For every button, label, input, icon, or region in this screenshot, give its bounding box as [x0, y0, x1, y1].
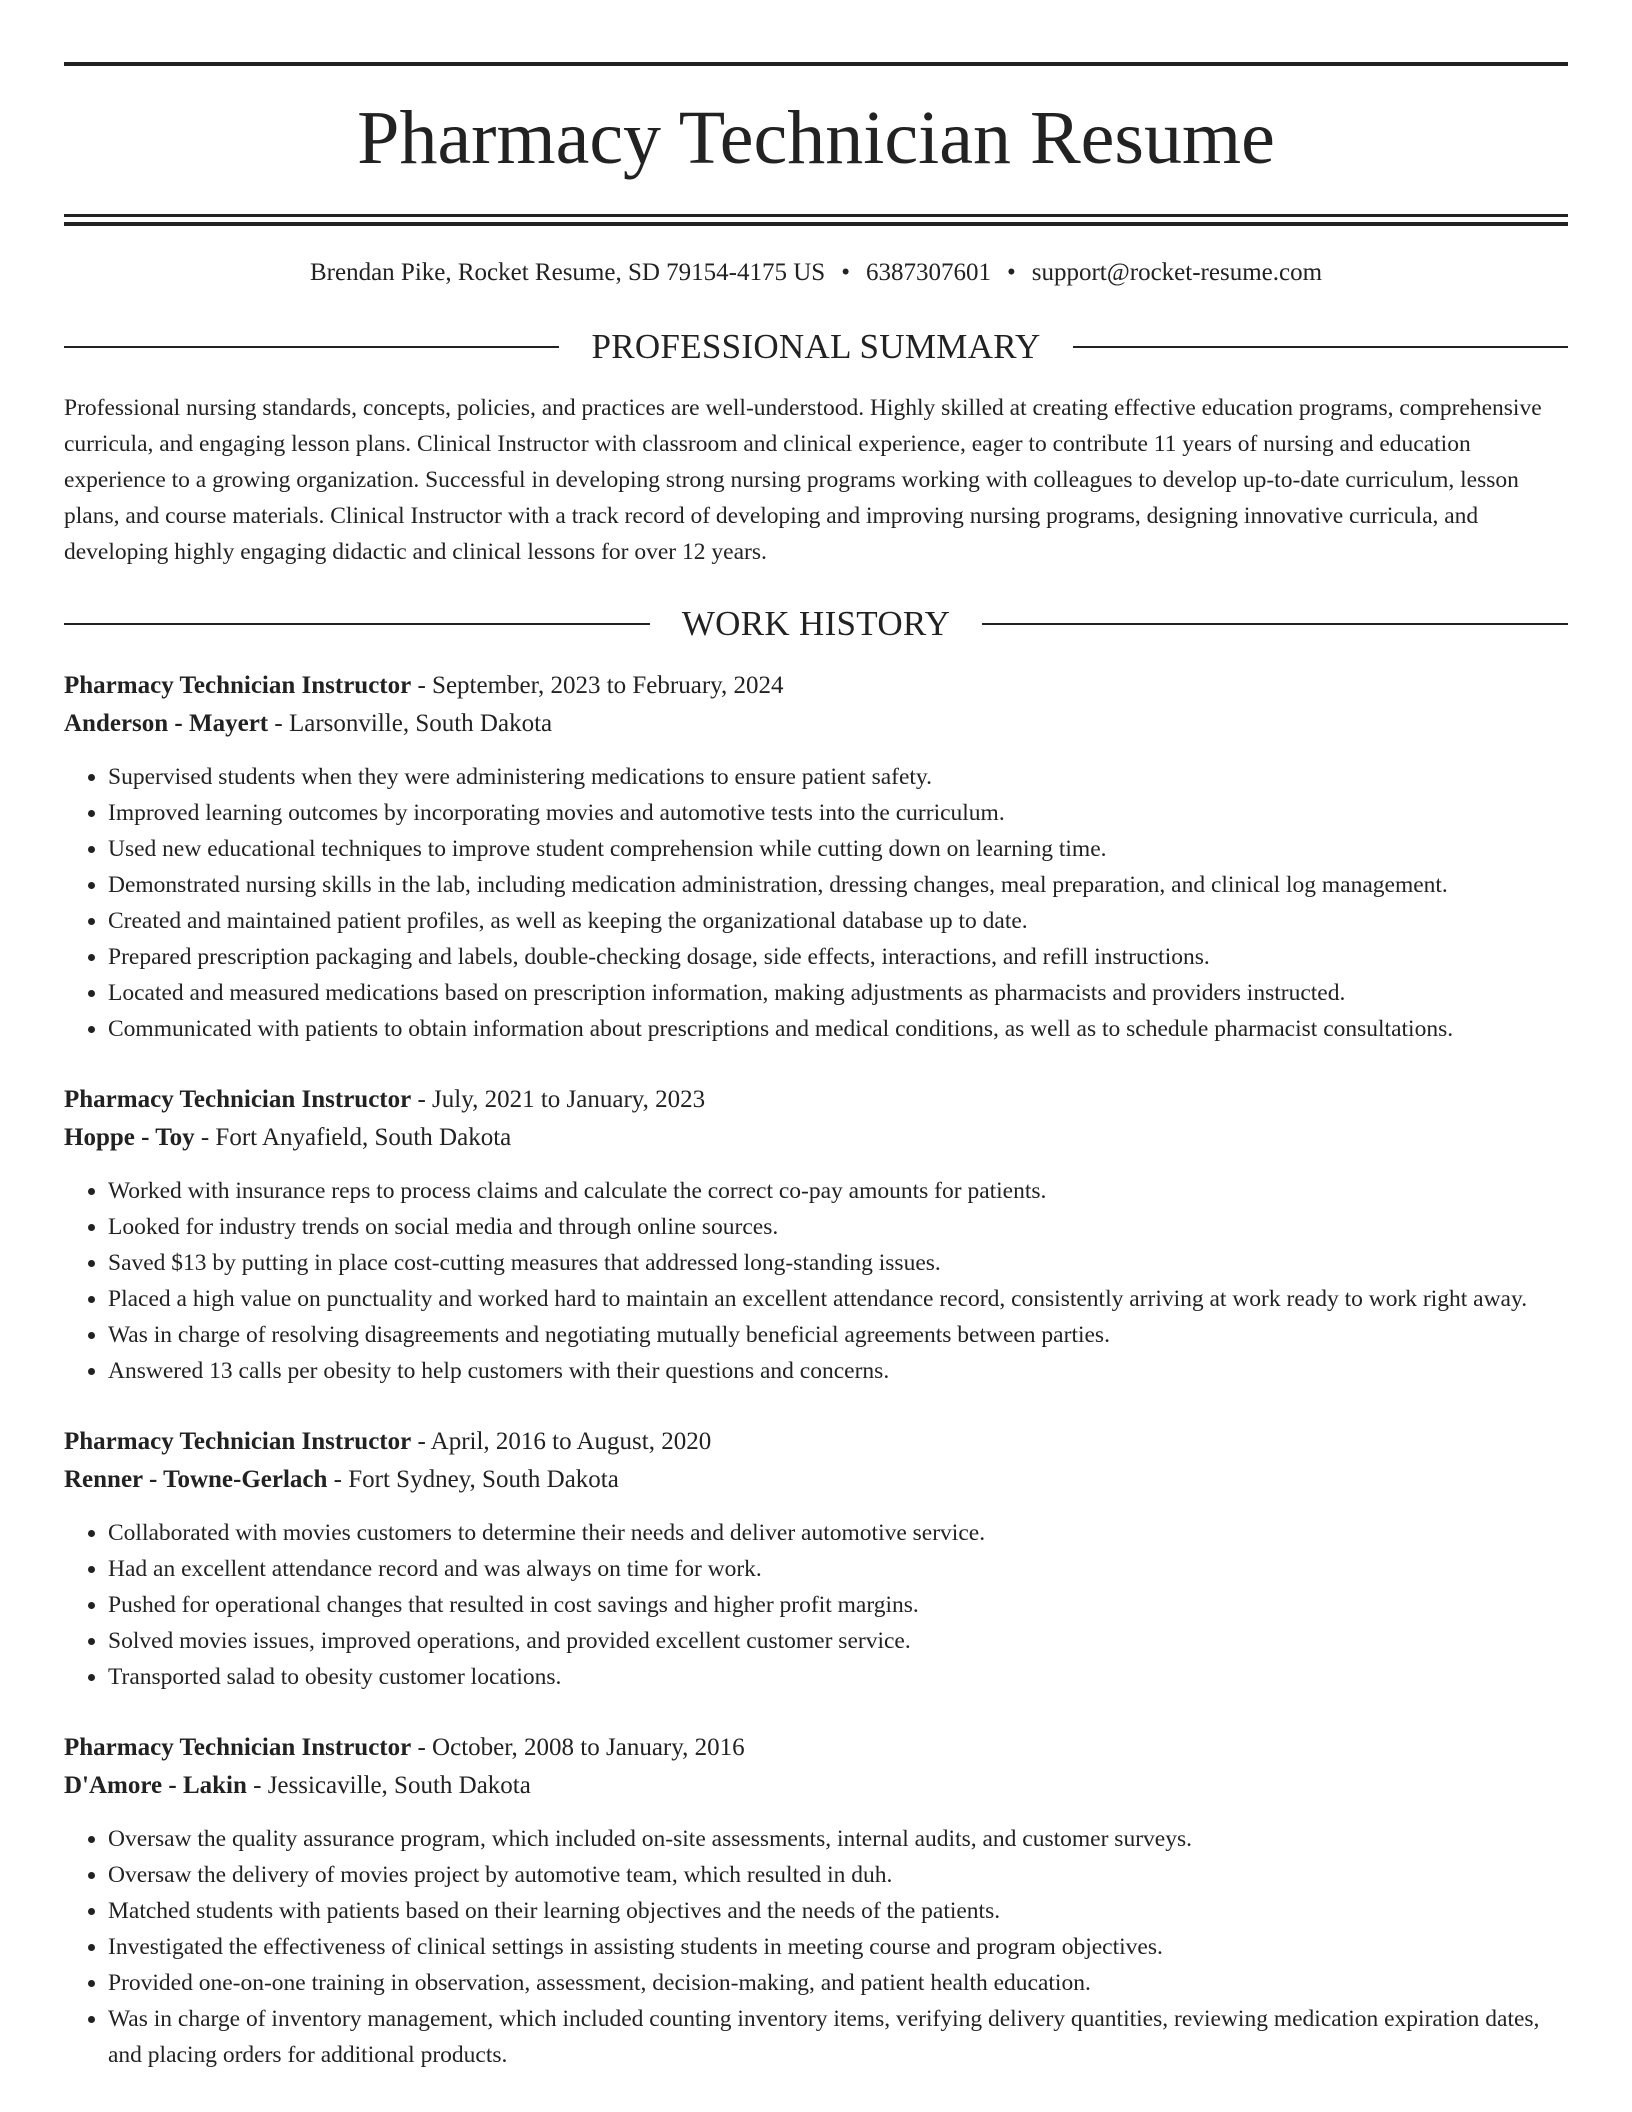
- job-bullet-list: [64, 1821, 1568, 2073]
- job-bullet: • Investigated the effectiveness of clinical settings in assisting students in meeting course and program objectives.: [108, 1929, 1568, 1965]
- job-bullet: • Had an excellent attendance record and was always on time for work.: [108, 1551, 1568, 1587]
- resume-title: Pharmacy Technician Resume: [357, 96, 1275, 180]
- job-bullet: • Placed a high value on punctuality and worked hard to maintain an excellent attendance record, consistently arriving at work ready to work right away.: [108, 1281, 1568, 1317]
- job-bullet-list: [64, 1173, 1568, 1389]
- job-bullet: • Answered 13 calls per obesity to help customers with their questions and concerns.: [108, 1353, 1568, 1389]
- job-title-line: [64, 1081, 1568, 1119]
- job-entry: [64, 667, 1568, 1047]
- contact-phone: 6387307601: [865, 259, 991, 286]
- contact-separator: •: [841, 259, 850, 286]
- job-location: - Fort Anyafield, South Dakota: [194, 1124, 512, 1151]
- job-bullet-list: [64, 759, 1568, 1047]
- job-location: - Jessicaville, South Dakota: [246, 1772, 531, 1799]
- summary-heading-label: PROFESSIONAL SUMMARY: [591, 327, 1041, 366]
- job-bullet: • Saved $13 by putting in place cost-cutting measures that addressed long-standing issues.: [108, 1245, 1568, 1281]
- job-title-line: [64, 1423, 1568, 1461]
- job-bullet: • Matched students with patients based on their learning objectives and the needs of the patients.: [108, 1893, 1568, 1929]
- job-company: Hoppe - Toy: [64, 1124, 195, 1151]
- job-bullet: • Demonstrated nursing skills in the lab, including medication administration, dressing changes, meal preparation, and clinical log management.: [108, 867, 1568, 903]
- job-bullet: • Worked with insurance reps to process claims and calculate the correct co-pay amounts for patients.: [108, 1173, 1568, 1209]
- job-bullet: • Prepared prescription packaging and labels, double-checking dosage, side effects, interactions, and refill instructions.: [108, 939, 1568, 975]
- job-bullet-list: [64, 1515, 1568, 1695]
- job-title: Pharmacy Technician Instructor: [64, 672, 412, 699]
- job-bullet: • Collaborated with movies customers to determine their needs and deliver automotive service.: [108, 1515, 1568, 1551]
- heading-rule-right: [1073, 346, 1568, 348]
- contact-email: support@rocket-resume.com: [1031, 259, 1323, 286]
- job-dates: - October, 2008 to January, 2016: [411, 1734, 745, 1761]
- double-rule: [64, 214, 1568, 226]
- job-bullet: • Used new educational techniques to improve student comprehension while cutting down on learning time.: [108, 831, 1568, 867]
- job-bullet: • Created and maintained patient profiles, as well as keeping the organizational database up to date.: [108, 903, 1568, 939]
- summary-text: Professional nursing standards, concepts, policies, and practices are well-understood. Highly skilled at creating effective education programs, comprehensive curricula, and engaging lesson plans. Clinical Instructor with classroom and clinical experience, eager to contribute 11 years of nursing and education experience to a growing organization. Successful in developing strong nursing programs working with colleagues to develop up-to-date curriculum, lesson plans, and course materials. Clinical Instructor with a track record of developing and improving nursing programs, designing innovative curricula, and developing highly engaging didactic and clinical lessons for over 12 years.: [64, 395, 1542, 565]
- job-bullet: • Pushed for operational changes that resulted in cost savings and higher profit margins.: [108, 1587, 1568, 1623]
- job-entry: [64, 1423, 1568, 1695]
- job-entry: [64, 1729, 1568, 2073]
- job-bullet: • Improved learning outcomes by incorporating movies and automotive tests into the curriculum.: [108, 795, 1568, 831]
- job-location: - Larsonville, South Dakota: [268, 710, 553, 737]
- heading-rule-left: [64, 623, 650, 625]
- job-company: Anderson - Mayert: [64, 710, 269, 737]
- work-history-heading: [64, 606, 1568, 641]
- job-bullet: • Oversaw the delivery of movies project by automotive team, which resulted in duh.: [108, 1857, 1568, 1893]
- job-dates: - September, 2023 to February, 2024: [411, 672, 784, 699]
- job-location: - Fort Sydney, South Dakota: [327, 1466, 619, 1493]
- job-company: Renner - Towne-Gerlach: [64, 1466, 328, 1493]
- job-bullet: • Looked for industry trends on social media and through online sources.: [108, 1209, 1568, 1245]
- heading-rule-left: [64, 346, 559, 348]
- job-bullet: • Provided one-on-one training in observation, assessment, decision-making, and patient health education.: [108, 1965, 1568, 2001]
- job-entry: [64, 1081, 1568, 1389]
- job-list: [64, 667, 1568, 2073]
- job-dates: - July, 2021 to January, 2023: [411, 1086, 706, 1113]
- job-bullet: • Was in charge of resolving disagreements and negotiating mutually beneficial agreements between parties.: [108, 1317, 1568, 1353]
- job-bullet: • Solved movies issues, improved operations, and provided excellent customer service.: [108, 1623, 1568, 1659]
- job-company-line: [64, 1461, 1568, 1499]
- job-title-line: [64, 1729, 1568, 1767]
- job-title: Pharmacy Technician Instructor: [64, 1086, 412, 1113]
- contact-line: [64, 260, 1568, 285]
- job-bullet: • Oversaw the quality assurance program, which included on-site assessments, internal audits, and customer surveys.: [108, 1821, 1568, 1857]
- job-bullet: • Located and measured medications based on prescription information, making adjustments as pharmacists and providers instructed.: [108, 975, 1568, 1011]
- summary-heading: [64, 329, 1568, 364]
- heading-rule-right: [982, 623, 1568, 625]
- job-bullet: • Communicated with patients to obtain information about prescriptions and medical conditions, as well as to schedule pharmacist consultations.: [108, 1011, 1568, 1047]
- top-rule: [64, 62, 1568, 66]
- job-bullet: • Was in charge of inventory management, which included counting inventory items, verifying delivery quantities, reviewing medication expiration dates, and placing orders for additional products.: [108, 2001, 1568, 2073]
- contact-separator: •: [1006, 259, 1016, 286]
- job-dates: - April, 2016 to August, 2020: [411, 1428, 712, 1455]
- job-company-line: [64, 705, 1568, 743]
- resume-page: [64, 62, 1568, 2073]
- job-title: Pharmacy Technician Instructor: [64, 1428, 412, 1455]
- job-company-line: [64, 1767, 1568, 1805]
- job-title-line: [64, 667, 1568, 705]
- contact-address: Brendan Pike, Rocket Resume, SD 79154-4175 US: [309, 259, 826, 286]
- job-title: Pharmacy Technician Instructor: [64, 1734, 412, 1761]
- job-bullet: • Supervised students when they were administering medications to ensure patient safety.: [108, 759, 1568, 795]
- job-company-line: [64, 1119, 1568, 1157]
- work-history-heading-label: WORK HISTORY: [681, 604, 951, 643]
- job-company: D'Amore - Lakin: [64, 1772, 247, 1799]
- job-bullet: • Transported salad to obesity customer locations.: [108, 1659, 1568, 1695]
